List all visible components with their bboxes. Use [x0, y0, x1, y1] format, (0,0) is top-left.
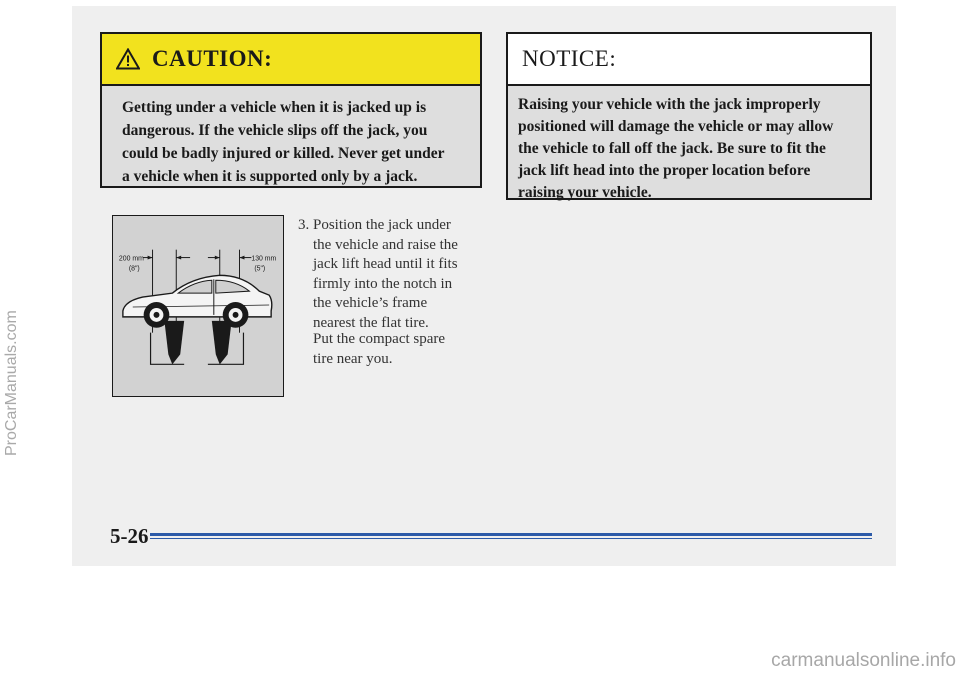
- caution-header: [102, 34, 480, 86]
- step-line: Position the jack under: [313, 217, 451, 233]
- notice-box: [506, 32, 872, 200]
- car-jack-diagram: [113, 216, 283, 396]
- notice-header: [508, 34, 870, 86]
- step-line: the vehicle and raise the: [313, 236, 458, 253]
- notice-title: NOTICE:: [522, 46, 617, 71]
- caution-box: [100, 32, 482, 188]
- caution-line: could be badly injured or killed. Never get under: [122, 145, 445, 162]
- note-line: Put the compact spare: [313, 331, 446, 347]
- step-line: the vehicle’s frame: [313, 295, 428, 312]
- rear-dimension-label: 130 mm: [251, 255, 277, 263]
- step-note: [313, 330, 483, 369]
- step-line: firmly into the notch in: [313, 275, 453, 292]
- step-3: [298, 216, 480, 334]
- notice-line: positioned will damage the vehicle or may allow: [518, 118, 834, 135]
- notice-line: raising your vehicle.: [518, 184, 652, 201]
- caution-line: Getting under a vehicle when it is jacked up is: [122, 99, 427, 116]
- caution-text: [102, 86, 480, 188]
- rear-dimension-inches: (5"): [254, 265, 266, 273]
- jack-point-arrow-icon: [164, 321, 231, 364]
- side-watermark: ProCarManuals.com: [3, 310, 20, 456]
- caution-line: a vehicle when it is supported only by a jack.: [122, 168, 418, 185]
- caution-line: dangerous. If the vehicle slips off the jack, you: [122, 122, 428, 139]
- front-dimension-inches: (8"): [128, 265, 140, 273]
- note-line: tire near you.: [313, 350, 393, 367]
- step-number: 3.: [298, 217, 310, 233]
- page-number: 5-26: [110, 524, 149, 548]
- bottom-watermark: carmanualsonline.info: [771, 650, 956, 671]
- step-line: jack lift head until it fits: [313, 256, 458, 273]
- footer-rule: [150, 533, 872, 539]
- warning-triangle-icon: [116, 48, 140, 70]
- jack-position-figure: [112, 215, 284, 397]
- notice-text: [508, 86, 870, 204]
- notice-line: jack lift head into the proper location before: [518, 162, 811, 179]
- notice-line: Raising your vehicle with the jack improperly: [518, 96, 821, 113]
- notice-line: the vehicle to fall off the jack. Be sure to fit the: [518, 140, 826, 157]
- caution-title: CAUTION:: [152, 46, 273, 71]
- step-line: nearest the flat tire.: [313, 314, 429, 331]
- front-dimension-label: 200 mm: [118, 255, 144, 263]
